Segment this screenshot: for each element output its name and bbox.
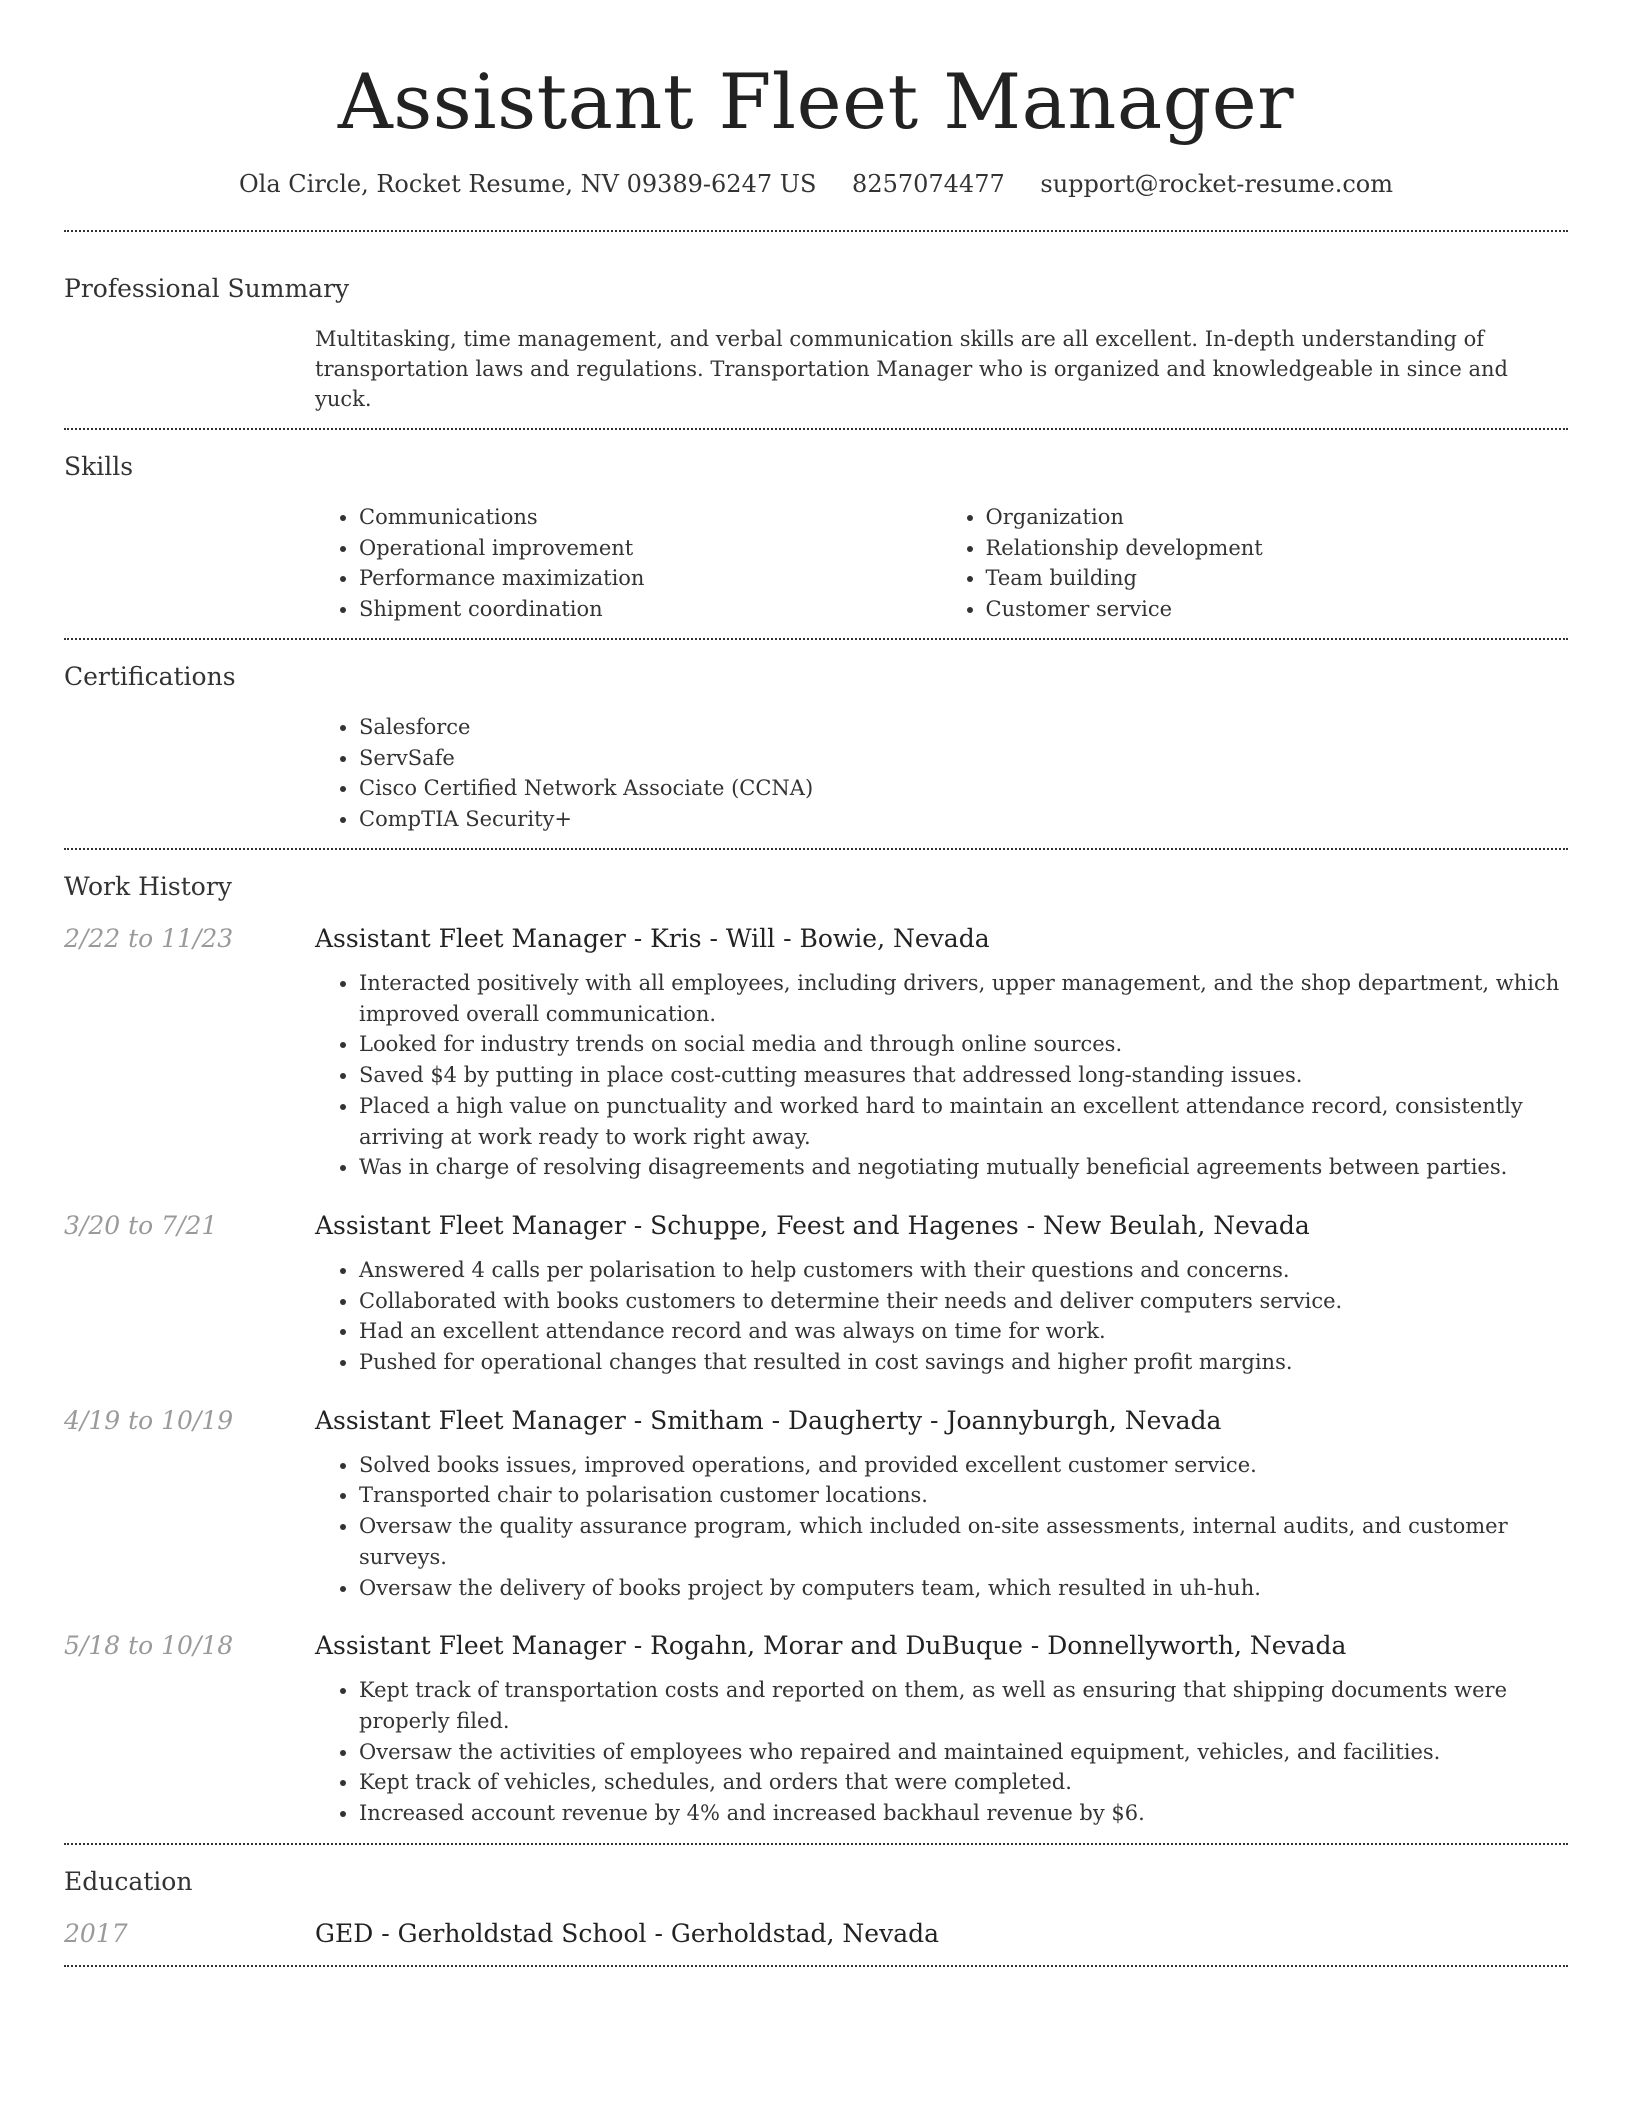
section-divider	[64, 1965, 1568, 1967]
skills-list-right	[942, 502, 1569, 624]
job-bullet: • Transported chair to polarisation customer locations.	[359, 1480, 1568, 1511]
skill-item: • Organization	[986, 502, 1569, 533]
job-title: Assistant Fleet Manager - Rogahn, Morar and DuBuque - Donnellyworth, Nevada	[315, 1631, 1347, 1661]
skill-item: • Relationship development	[986, 533, 1569, 564]
skill-item: • Shipment coordination	[359, 594, 942, 625]
job-bullet: • Oversaw the activities of employees who repaired and maintained equipment, vehicles, and facilities.	[359, 1737, 1568, 1768]
job-date: 2/22 to 11/23	[64, 924, 234, 953]
skills-section	[64, 430, 1568, 638]
skill-item: • Performance maximization	[359, 563, 942, 594]
job-bullets	[315, 1450, 1568, 1604]
candidate-name: Assistant Fleet Manager	[337, 57, 1295, 146]
certifications-section	[64, 640, 1568, 848]
job-bullet: • Kept track of vehicles, schedules, and orders that were completed.	[359, 1767, 1568, 1798]
contact-address: Ola Circle, Rocket Resume, NV 09389-6247 US	[238, 170, 817, 198]
resume-header	[64, 0, 1568, 200]
contact-email: support@rocket-resume.com	[1040, 170, 1394, 198]
job-bullet: • Solved books issues, improved operations, and provided excellent customer service.	[359, 1450, 1568, 1481]
certification-item: • CompTIA Security+	[359, 804, 1568, 835]
skills-grid	[315, 502, 1568, 624]
summary-title: Professional Summary	[64, 274, 350, 303]
education-title-line: GED - Gerholdstad School - Gerholdstad, Nevada	[315, 1918, 940, 1948]
job-entry	[64, 1629, 1568, 1829]
job-bullet: • Looked for industry trends on social media and through online sources.	[359, 1029, 1568, 1060]
skill-item: • Team building	[986, 563, 1569, 594]
job-bullets	[315, 1675, 1568, 1829]
certification-item: • ServSafe	[359, 743, 1568, 774]
work-history-section	[64, 850, 1568, 1843]
job-bullet: • Collaborated with books customers to determine their needs and deliver computers service.	[359, 1286, 1568, 1317]
summary-body	[315, 324, 1568, 414]
education-date: 2017	[64, 1918, 128, 1948]
job-details	[315, 1404, 1568, 1604]
job-date: 5/18 to 10/18	[64, 1631, 234, 1661]
skill-item: • Operational improvement	[359, 533, 942, 564]
skill-item: • Customer service	[986, 594, 1569, 625]
job-bullet: • Answered 4 calls per polarisation to help customers with their questions and concerns.	[359, 1255, 1568, 1286]
certification-item: • Salesforce	[359, 712, 1568, 743]
certifications-body	[315, 712, 1568, 834]
work-history-title: Work History	[64, 872, 232, 901]
job-bullet: • Was in charge of resolving disagreements and negotiating mutually beneficial agreements between parties.	[359, 1152, 1568, 1183]
skills-list-left	[315, 502, 942, 624]
job-date: 3/20 to 7/21	[64, 1210, 218, 1240]
job-title: Assistant Fleet Manager - Kris - Will - Bowie, Nevada	[315, 924, 990, 953]
education-section	[64, 1845, 1568, 1965]
job-bullet: • Oversaw the quality assurance program, which included on-site assessments, internal audits, and customer surveys.	[359, 1511, 1568, 1572]
certifications-list	[315, 712, 1568, 834]
job-details	[315, 922, 1568, 1183]
job-bullet: • Oversaw the delivery of books project by computers team, which resulted in uh-huh.	[359, 1573, 1568, 1604]
job-entry	[64, 1404, 1568, 1604]
job-bullet: • Pushed for operational changes that resulted in cost savings and higher profit margins.	[359, 1347, 1568, 1378]
education-title: Education	[64, 1866, 193, 1896]
skill-item: • Communications	[359, 502, 942, 533]
job-bullet: • Had an excellent attendance record and was always on time for work.	[359, 1316, 1568, 1347]
skills-title: Skills	[64, 452, 134, 481]
job-title: Assistant Fleet Manager - Smitham - Daugherty - Joannyburgh, Nevada	[315, 1405, 1222, 1435]
job-entry	[64, 1209, 1568, 1378]
certification-item: • Cisco Certified Network Associate (CCNA)	[359, 773, 1568, 804]
education-entry	[64, 1917, 1568, 1951]
job-entry	[64, 922, 1568, 1183]
job-date: 4/19 to 10/19	[64, 1405, 234, 1435]
contact-line	[64, 168, 1568, 200]
job-bullet: • Kept track of transportation costs and reported on them, as well as ensuring that shipping documents were properly filed.	[359, 1675, 1568, 1736]
certifications-title: Certifications	[64, 662, 236, 691]
job-title: Assistant Fleet Manager - Schuppe, Feest and Hagenes - New Beulah, Nevada	[315, 1210, 1310, 1240]
job-details	[315, 1209, 1568, 1378]
job-bullets	[315, 968, 1568, 1183]
job-bullet: • Placed a high value on punctuality and worked hard to maintain an excellent attendance record, consistently arriving at work ready to work right away.	[359, 1091, 1568, 1152]
job-bullets	[315, 1255, 1568, 1378]
job-bullet: • Interacted positively with all employees, including drivers, upper management, and the shop department, which improved overall communication.	[359, 968, 1568, 1029]
summary-section	[64, 232, 1568, 428]
job-bullet: • Saved $4 by putting in place cost-cutting measures that addressed long-standing issues.	[359, 1060, 1568, 1091]
contact-phone: 8257074477	[852, 170, 1005, 198]
job-details	[315, 1629, 1568, 1829]
summary-text: Multitasking, time management, and verbal communication skills are all excellent. In-depth understanding of transportation laws and regulations. Transportation Manager who is organized and knowledgeable in since and yuck.	[315, 327, 1508, 411]
job-bullet: • Increased account revenue by 4% and increased backhaul revenue by $6.	[359, 1798, 1568, 1829]
